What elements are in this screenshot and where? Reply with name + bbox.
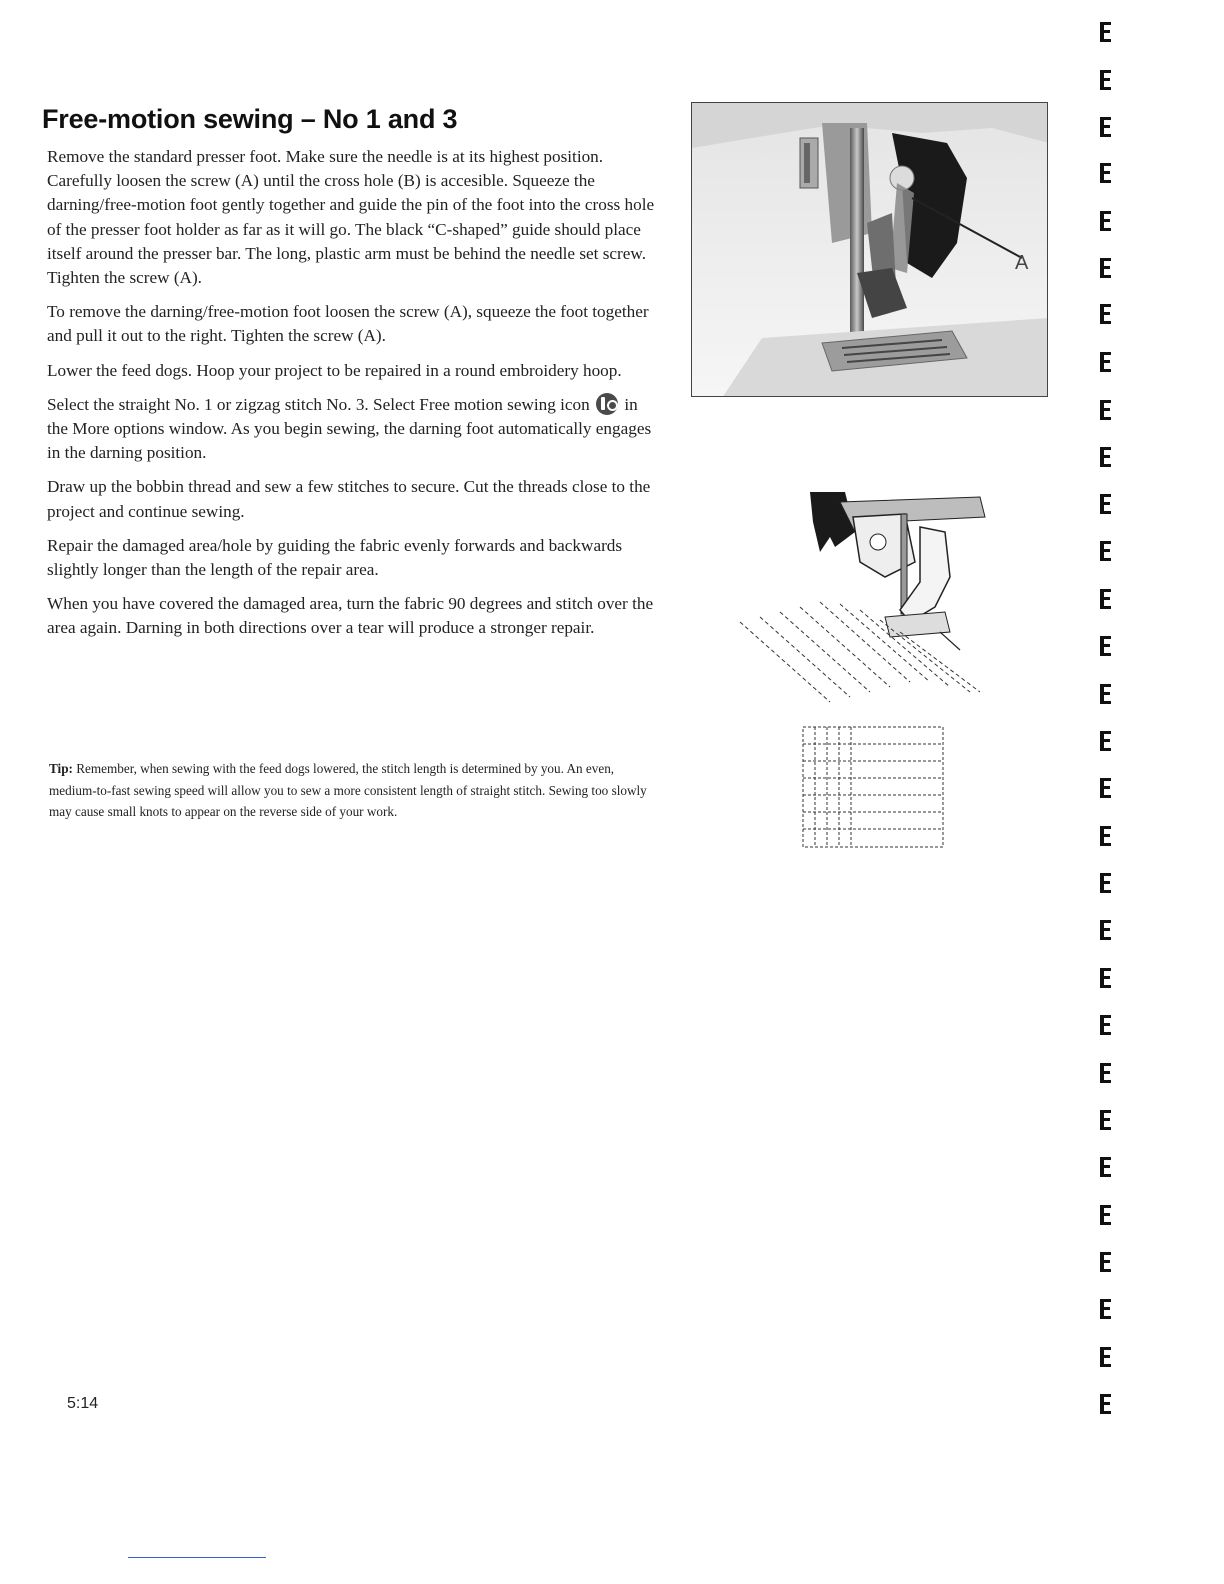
binding-mark	[1100, 70, 1111, 90]
binding-mark	[1100, 163, 1111, 183]
binding-mark	[1100, 968, 1111, 988]
binding-mark	[1100, 211, 1111, 231]
binding-mark	[1100, 778, 1111, 798]
binding-mark	[1100, 731, 1111, 751]
binding-mark	[1100, 22, 1111, 42]
binding-tabs	[1096, 0, 1136, 1584]
binding-mark	[1100, 1394, 1111, 1414]
page-title: Free-motion sewing – No 1 and 3	[42, 104, 458, 134]
select-stitch-text: Select the straight No. 1 or zigzag stitch No. 3. Select Free motion sewing icon	[47, 394, 590, 414]
paragraph-select-stitch	[47, 393, 659, 466]
free-motion-icon	[596, 393, 618, 415]
paragraph-turn-fabric: When you have covered the damaged area, turn the fabric 90 degrees and stitch over the area again. Darning in both directions over a tear will produce a stronger repair.	[47, 594, 654, 638]
darning-illustration	[735, 492, 990, 862]
footer-line	[128, 1557, 266, 1558]
binding-mark	[1100, 684, 1111, 704]
binding-mark	[1100, 1063, 1111, 1083]
page-number: 5:14	[67, 1395, 99, 1412]
paragraph-bobbin: Draw up the bobbin thread and sew a few stitches to secure. Cut the threads close to the project and continue sewing.	[47, 477, 651, 521]
binding-mark	[1100, 400, 1111, 420]
binding-mark	[1100, 1205, 1111, 1225]
binding-mark	[1100, 1252, 1111, 1272]
binding-mark	[1100, 873, 1111, 893]
binding-mark	[1100, 1110, 1111, 1130]
binding-mark	[1100, 541, 1111, 561]
select-stitch-text-cont: in the More options window. As you begin sewing, the darning foot automatically engages in the darning position.	[47, 394, 652, 463]
binding-mark	[1100, 636, 1111, 656]
binding-mark	[1100, 117, 1111, 137]
paragraph-remove-foot: To remove the darning/free-motion foot loosen the screw (A), squeeze the foot together and pull it out to the right. Tighten the screw (A).	[47, 302, 649, 346]
tip	[49, 758, 661, 823]
binding-mark	[1100, 1157, 1111, 1177]
binding-mark	[1100, 1015, 1111, 1035]
darning-illustration-graphic	[735, 492, 990, 862]
binding-mark	[1100, 304, 1111, 324]
binding-mark	[1100, 447, 1111, 467]
paragraph-repair: Repair the damaged area/hole by guiding the fabric evenly forwards and backwards slightly longer than the length of the repair area.	[47, 535, 623, 580]
binding-mark	[1100, 352, 1111, 372]
paragraph-lower-feed-dogs: Lower the feed dogs. Hoop your project to be repaired in a round embroidery hoop.	[47, 360, 622, 380]
binding-mark	[1100, 826, 1111, 846]
binding-mark	[1100, 494, 1111, 514]
paragraph-attach-foot: Remove the standard presser foot. Make sure the needle is at its highest position. Carefully loosen the screw (A) until the cross hole (B) is accesible. Squeeze the darning/free-motion foot gently together and guide the pin of the foot into the cross hole of the presser foot holder as far as it will go. The black “C-shaped” guide should place itself around the presser bar. The long, plastic arm must be behind the needle set screw. Tighten the screw (A).	[47, 147, 655, 288]
binding-mark	[1100, 589, 1111, 609]
binding-mark	[1100, 920, 1111, 940]
tip-text: Remember, when sewing with the feed dogs lowered, the stitch length is determined by you. An even, medium-to-fast sewing speed will allow you to sew a more consistent length of straight stitch. Sewing too slowly may cause small knots to appear on the reverse side of your work.	[49, 761, 647, 819]
instructions	[47, 145, 659, 651]
binding-mark	[1100, 1299, 1111, 1319]
presser-foot-photo	[691, 102, 1048, 397]
tip-label: Tip:	[49, 761, 73, 776]
binding-mark	[1100, 258, 1111, 278]
binding-mark	[1100, 1347, 1111, 1367]
presser-foot-photo-graphic	[692, 103, 1048, 397]
photo-label-a: A	[1015, 252, 1029, 274]
